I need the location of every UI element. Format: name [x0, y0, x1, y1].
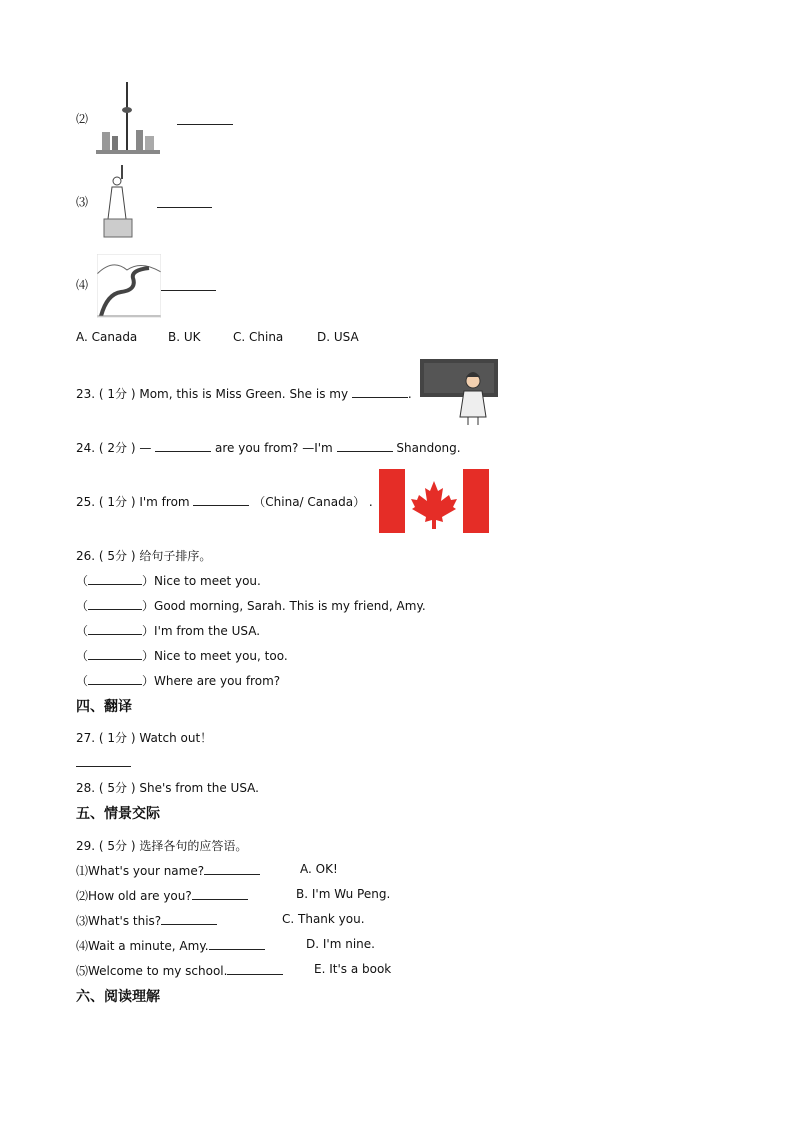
q29-item-2: ⑵How old are you? — [76, 887, 248, 904]
item-4-number: ⑷ — [76, 278, 89, 292]
section-5-heading: 五、情景交际 — [76, 806, 160, 822]
question-25-blank[interactable] — [193, 495, 249, 506]
question-27-blank[interactable] — [76, 756, 131, 770]
item-2-blank[interactable] — [177, 114, 233, 128]
q26-blank-5[interactable] — [88, 674, 142, 685]
question-23-text: 23. ( 1分 ) Mom, this is Miss Green. She is my — [76, 387, 349, 401]
item-3-number: ⑶ — [76, 195, 89, 209]
option-d: D. USA — [317, 330, 359, 344]
question-24-blank-2[interactable] — [337, 441, 393, 452]
teacher-blackboard-image — [418, 357, 500, 427]
q29-item-3: ⑶What's this? — [76, 912, 217, 929]
option-c: C. China — [233, 330, 284, 344]
q26-sentence-5: （ ）Where are you from? — [76, 674, 281, 688]
question-25: 25. ( 1分 ) I'm from （China/ Canada） . — [76, 495, 373, 509]
great-wall-image — [97, 254, 161, 318]
section-4-heading: 四、翻译 — [76, 699, 132, 715]
q29-item-4: ⑷Wait a minute, Amy. — [76, 937, 265, 954]
option-a: A. Canada — [76, 330, 138, 344]
q29-blank-2[interactable] — [192, 889, 248, 900]
q26-blank-1[interactable] — [88, 574, 142, 585]
question-24-blank-1[interactable] — [155, 441, 211, 452]
option-b: B. UK — [168, 330, 201, 344]
question-24: 24. ( 2分 ) — are you from? —I'm Shandong. — [76, 441, 461, 455]
q29-answer-b: B. I'm Wu Peng. — [296, 887, 391, 901]
q29-answer-d: D. I'm nine. — [306, 937, 375, 951]
item-3-blank[interactable] — [157, 197, 212, 211]
q29-blank-5[interactable] — [227, 964, 283, 975]
q29-item-1: ⑴What's your name? — [76, 862, 260, 879]
cn-tower-image — [96, 80, 160, 156]
question-28: 28. ( 5分 ) She's from the USA. — [76, 781, 259, 795]
question-23-blank[interactable] — [352, 387, 408, 398]
q26-sentence-2: （ ）Good morning, Sarah. This is my friend, Amy. — [76, 599, 426, 613]
item-4-blank[interactable] — [161, 280, 216, 294]
canada-flag-image — [379, 469, 489, 533]
q26-blank-4[interactable] — [88, 649, 142, 660]
question-23: 23. ( 1分 ) Mom, this is Miss Green. She is my . — [76, 387, 412, 401]
statue-of-liberty-image — [100, 163, 136, 239]
q26-sentence-4: （ ）Nice to meet you, too. — [76, 649, 288, 663]
q29-blank-1[interactable] — [204, 864, 260, 875]
section-6-heading: 六、阅读理解 — [76, 989, 160, 1005]
q29-blank-3[interactable] — [161, 914, 217, 925]
q29-answer-e: E. It's a book — [314, 962, 392, 976]
question-29-title: 29. ( 5分 ) 选择各句的应答语。 — [76, 839, 248, 853]
q26-blank-3[interactable] — [88, 624, 142, 635]
item-2-number: ⑵ — [76, 112, 89, 126]
q26-sentence-1: （ ）Nice to meet you. — [76, 574, 261, 588]
q29-answer-c: C. Thank you. — [282, 912, 365, 926]
q29-item-5: ⑸Welcome to my school. — [76, 962, 283, 979]
question-26-title: 26. ( 5分 ) 给句子排序。 — [76, 549, 212, 563]
q26-sentence-3: （ ）I'm from the USA. — [76, 624, 261, 638]
q29-blank-4[interactable] — [209, 939, 265, 950]
question-27: 27. ( 1分 ) Watch out！ — [76, 731, 213, 745]
q26-blank-2[interactable] — [88, 599, 142, 610]
q29-answer-a: A. OK! — [300, 862, 338, 876]
